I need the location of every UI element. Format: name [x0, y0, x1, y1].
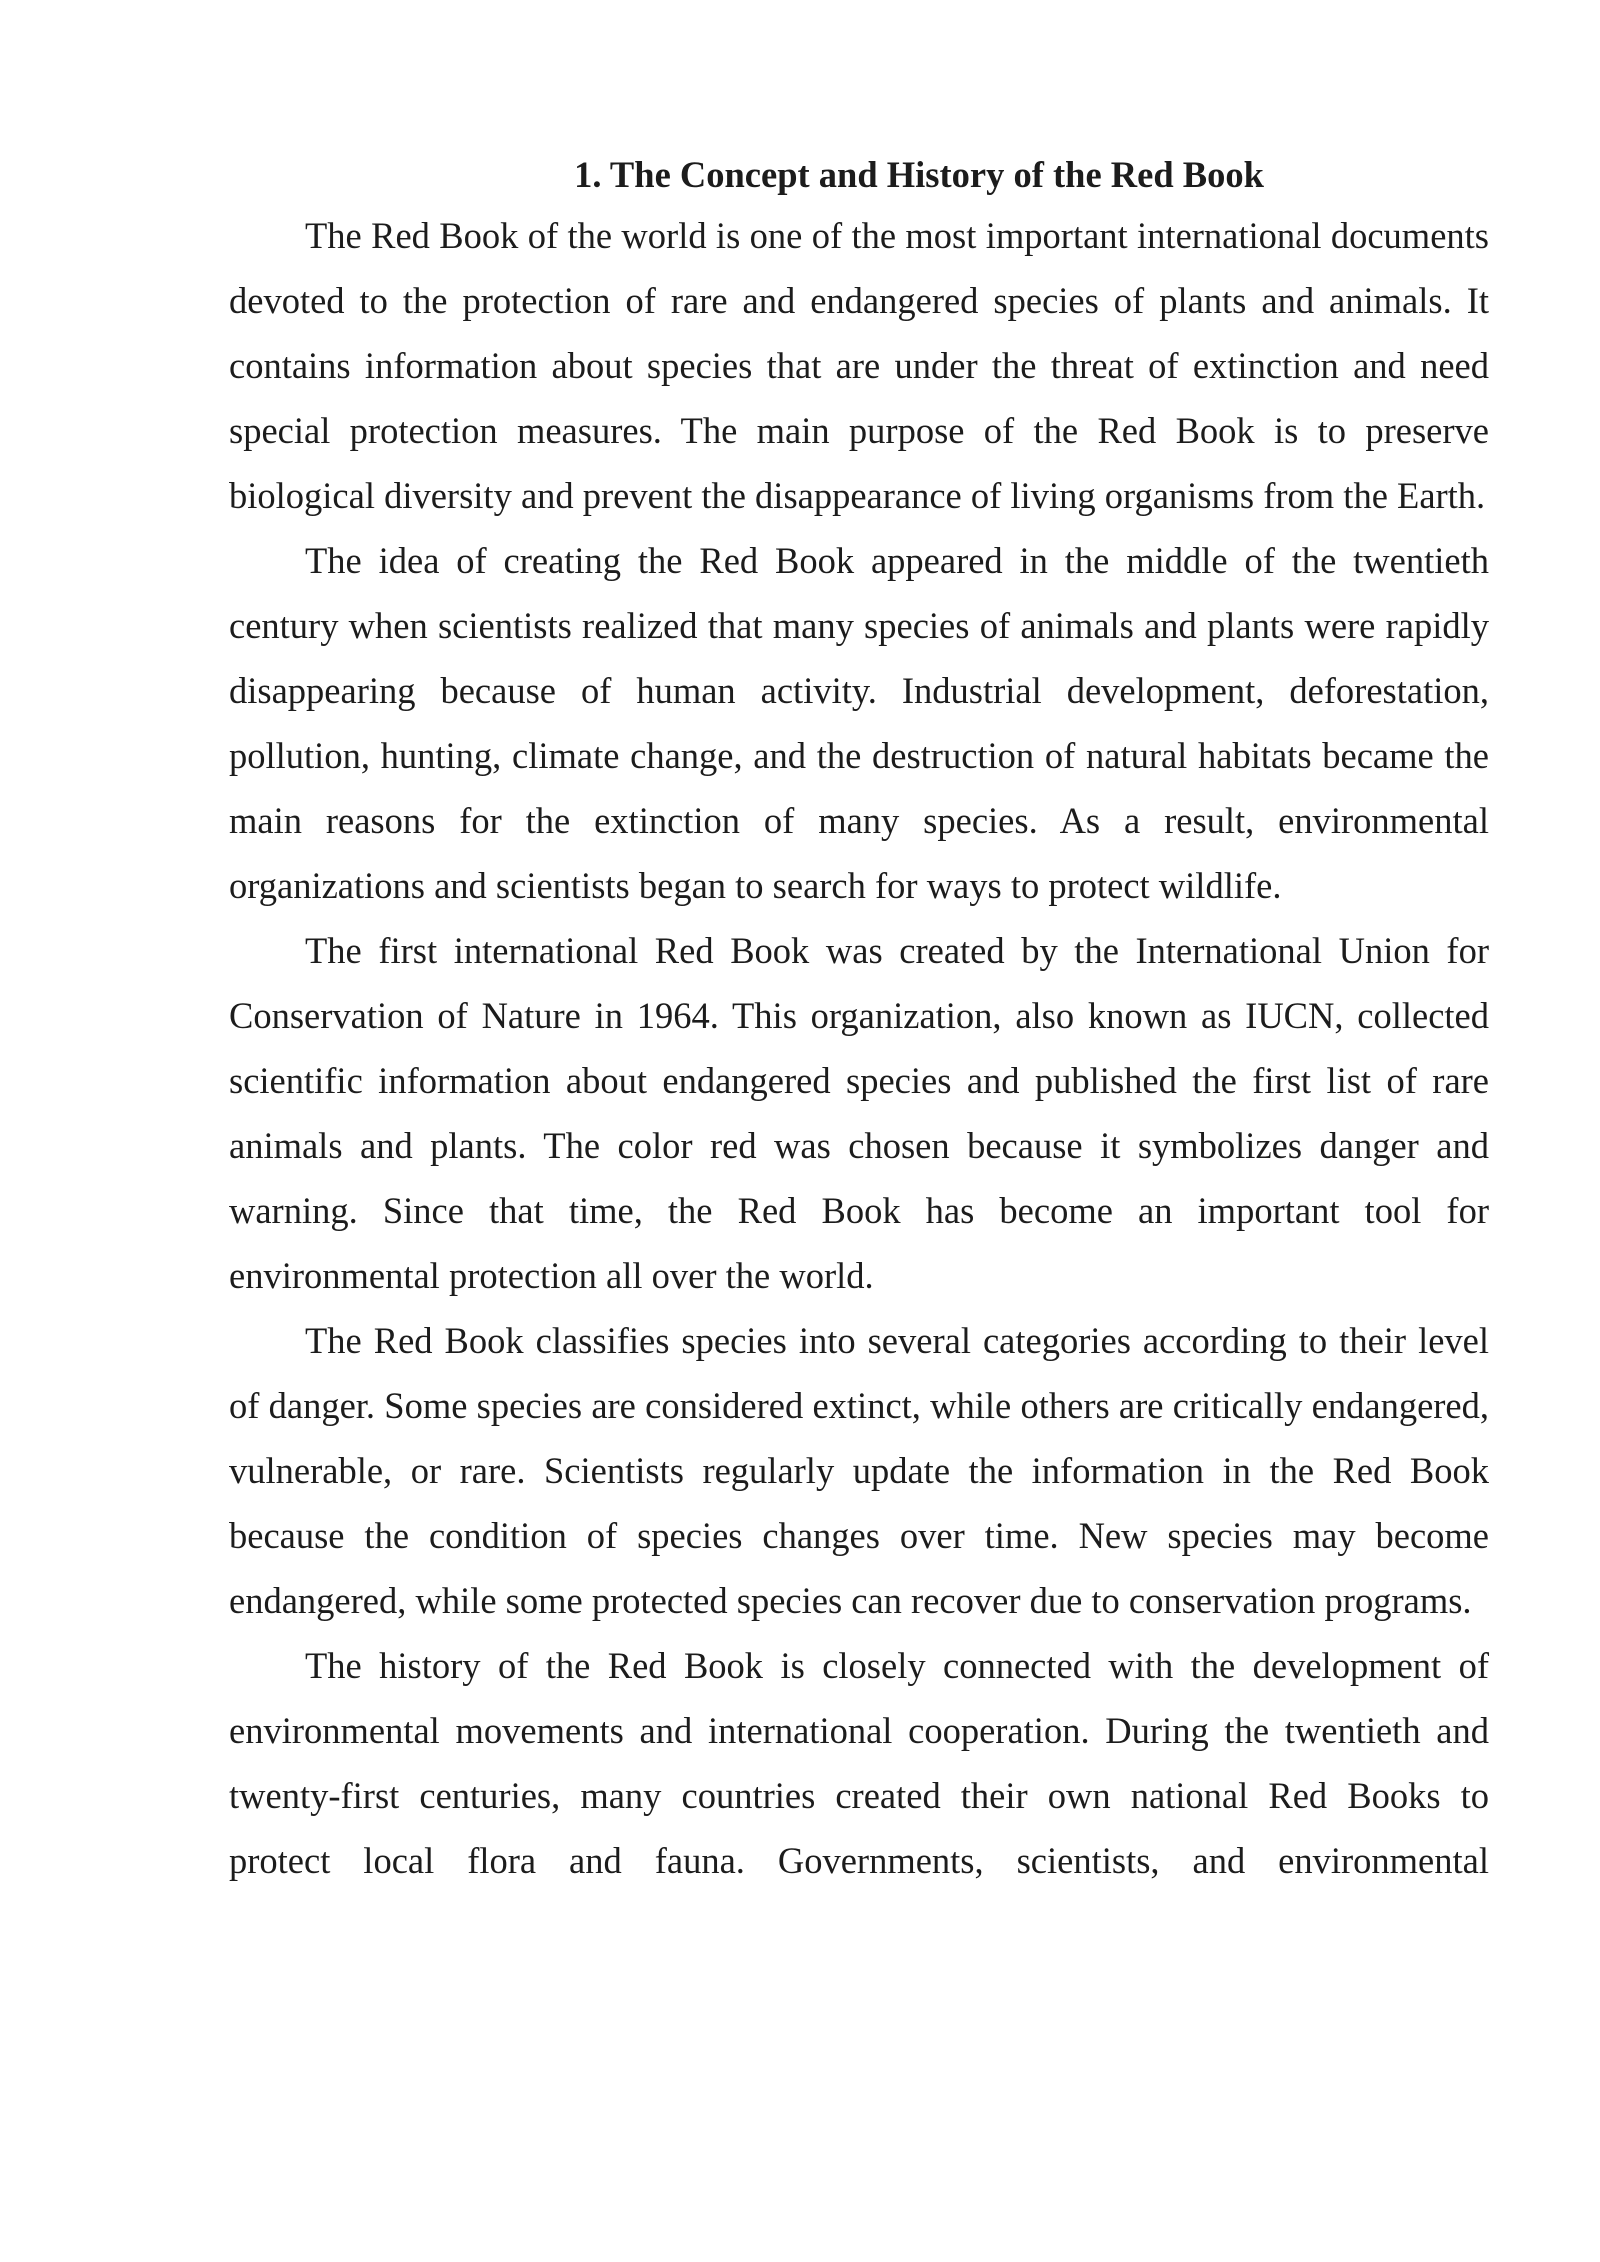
- section-heading: 1. The Concept and History of the Red Book: [574, 154, 1264, 195]
- paragraph-4: The Red Book classifies species into several categories according to their level of danger. Some species are considered extinct, while others are critically endangered, vulnerable, or rare. Scientists regularly update the information in the Red Book because the condition of species changes over time. New species may become endangered, while some protected species can recover due to conservation programs.: [229, 1320, 1489, 1621]
- paragraph-5: The history of the Red Book is closely connected with the development of environmental movements and international cooperation. During the twentieth and twenty-first centuries, many countries created their own national Red Books to protect local flora and fauna. Governments, scientists, and environmental: [229, 1645, 1489, 1881]
- paragraph-3: The first international Red Book was created by the International Union for Conservation of Nature in 1964. This organization, also known as IUCN, collected scientific information about endangered species and published the first list of rare animals and plants. The color red was chosen because it symbolizes danger and warning. Since that time, the Red Book has become an important tool for environmental protection all over the world.: [229, 930, 1489, 1296]
- paragraph-2: The idea of creating the Red Book appeared in the middle of the twentieth century when scientists realized that many species of animals and plants were rapidly disappearing because of human activity. Industrial development, deforestation, pollution, hunting, climate change, and the destruction of natural habitats became the main reasons for the extinction of many species. As a result, environmental organizations and scientists began to search for ways to protect wildlife.: [229, 540, 1489, 906]
- paragraph-1: The Red Book of the world is one of the most important international documents devoted to the protection of rare and endangered species of plants and animals. It contains information about species that are under the threat of extinction and need special protection measures. The main purpose of the Red Book is to preserve biological diversity and prevent the disappearance of living organisms from the Earth.: [229, 215, 1489, 516]
- document-body: [229, 147, 1489, 1893]
